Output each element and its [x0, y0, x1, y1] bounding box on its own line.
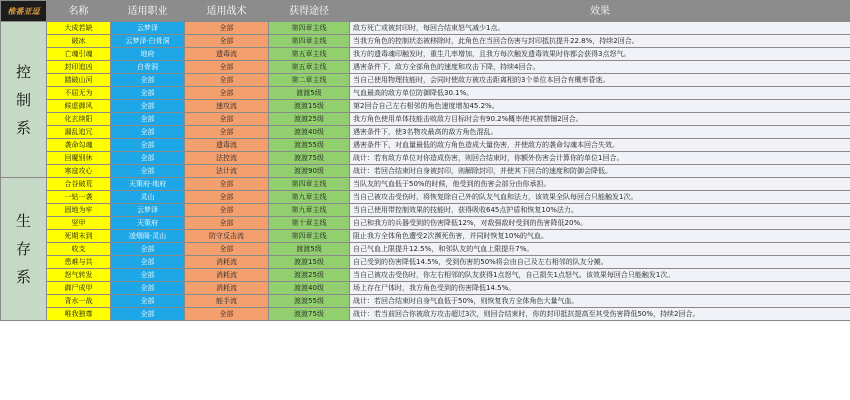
- talent-job: 全部: [111, 269, 185, 282]
- header-tactic: 适用战术: [185, 1, 269, 22]
- talent-effect: 自己气血上限提升12.5%，和邻队友的气血上限提升7%。: [350, 243, 850, 256]
- talent-tactic: 能手流: [185, 295, 269, 308]
- talent-job: 全部: [111, 282, 185, 295]
- table-body: [1, 22, 850, 321]
- talent-effect: 战计：若当前回合你被敌方攻击超过3次，则回合结束时，你的封印抵抗提高至其受伤害降低50%，持续2回合。: [350, 308, 850, 321]
- talent-job: 全部: [111, 152, 185, 165]
- talent-effect: 敌方死亡或被封印时，每回合结束怒气减少1点。: [350, 22, 850, 35]
- talent-effect: 战计：若有敌方单位对你造成伤害，则回合结束时，你额外伤害会计算你的单位1回合。: [350, 152, 850, 165]
- talent-effect: 遇害条件下，使3名物攻最高的敌方角色混乱。: [350, 126, 850, 139]
- header-corner-label: 椎番亚逗: [1, 1, 47, 22]
- talent-tactic: 消耗流: [185, 256, 269, 269]
- talent-job: 云梦泽·白骨洞: [111, 35, 185, 48]
- talent-job: 全部: [111, 74, 185, 87]
- talent-job: 云梦泽: [111, 22, 185, 35]
- talent-source: 渡渡40级: [269, 282, 350, 295]
- talent-name: 回魔别休: [47, 152, 111, 165]
- talent-job: 云梦泽: [111, 204, 185, 217]
- table-row: [1, 282, 850, 295]
- talent-name: 收支: [47, 243, 111, 256]
- talent-source: 第九章主线: [269, 204, 350, 217]
- talent-tactic: 消耗流: [185, 269, 269, 282]
- category-control: [1, 22, 47, 178]
- talent-job: 全部: [111, 113, 185, 126]
- talent-job: 天策府: [111, 217, 185, 230]
- talent-source: 第四章主线: [269, 230, 350, 243]
- talent-tactic: 法控流: [185, 152, 269, 165]
- talent-source: 渡渡5级: [269, 243, 350, 256]
- talent-tactic: 防守反击流: [185, 230, 269, 243]
- table-row: [1, 22, 850, 35]
- talent-job: 天策府·地府: [111, 178, 185, 191]
- talent-tactic: 法计流: [185, 165, 269, 178]
- talent-source: 渡渡55级: [269, 139, 350, 152]
- table-row: [1, 139, 850, 152]
- talent-source: 渡渡15级: [269, 256, 350, 269]
- table-row: [1, 204, 850, 217]
- table-row: [1, 48, 850, 61]
- talent-tactic: 全部: [185, 61, 269, 74]
- talent-name: 坚甲: [47, 217, 111, 230]
- talent-name: 踏破山河: [47, 74, 111, 87]
- talent-tactic: 遗毒流: [185, 48, 269, 61]
- talent-source: 第二章主线: [269, 74, 350, 87]
- talent-job: 全部: [111, 100, 185, 113]
- talent-effect: 场上存在尸体时，我方角色受到的伤害降低14.5%。: [350, 282, 850, 295]
- talent-source: 渡渡90级: [269, 165, 350, 178]
- talent-job: 凌烟阁·灵山: [111, 230, 185, 243]
- talent-name: 候虚御风: [47, 100, 111, 113]
- table-row: [1, 87, 850, 100]
- header-effect: 效果: [350, 1, 850, 22]
- table-row: [1, 308, 850, 321]
- talent-source: 渡渡25级: [269, 113, 350, 126]
- talent-name: 亡魂引魂: [47, 48, 111, 61]
- talent-name: 破冰: [47, 35, 111, 48]
- talent-tactic: 全部: [185, 191, 269, 204]
- talent-name: 患难与共: [47, 256, 111, 269]
- talent-name: 一钻一袭: [47, 191, 111, 204]
- talent-name: 大成若缺: [47, 22, 111, 35]
- talent-name: 御尸成甲: [47, 282, 111, 295]
- talent-tactic: 全部: [185, 126, 269, 139]
- talent-effect: 气血最高的敌方单位防御降低30.1%。: [350, 87, 850, 100]
- table-row: [1, 35, 850, 48]
- table-row: [1, 165, 850, 178]
- talent-tactic: 全部: [185, 204, 269, 217]
- talent-name: 漏乱追冗: [47, 126, 111, 139]
- header-row: [1, 1, 850, 22]
- talent-name: 不屈无为: [47, 87, 111, 100]
- talent-name: 固地为牢: [47, 204, 111, 217]
- table-row: [1, 100, 850, 113]
- talent-effect: 我方角色使用单体技能击败敌方目标时会有90.2%概率使其被禁锢2回合。: [350, 113, 850, 126]
- table-row: [1, 126, 850, 139]
- talent-effect: 我方的遗毒魂印触发时，重生几率增加，且我方每次触发遗毒效果时你都会获得3点怒气。: [350, 48, 850, 61]
- talent-source: 第四章主线: [269, 35, 350, 48]
- talent-job: 全部: [111, 295, 185, 308]
- table-row: [1, 269, 850, 282]
- header-job: 适用职业: [111, 1, 185, 22]
- talent-effect: 当自己被攻击受伤时，将恢复除自己外的队友气血和法力，该效果全队每回合只能触发1次。: [350, 191, 850, 204]
- talent-source: 第四章主线: [269, 22, 350, 35]
- talent-tactic: 全部: [185, 178, 269, 191]
- talent-source: 第十章主线: [269, 217, 350, 230]
- talent-tactic: 全部: [185, 113, 269, 126]
- table-row: [1, 256, 850, 269]
- talent-job: 灵山: [111, 191, 185, 204]
- talent-source: 渡渡75级: [269, 152, 350, 165]
- talent-effect: 当自己使用带控制效果的技能时，获得吸收645点护盾和恢复10%法力。: [350, 204, 850, 217]
- talent-tactic: 遗毒流: [185, 139, 269, 152]
- category-label: 控 制 系: [15, 62, 31, 137]
- category-survival: [1, 178, 47, 321]
- talent-tactic: 全部: [185, 308, 269, 321]
- talent-source: 第四章主线: [269, 178, 350, 191]
- talent-job: 全部: [111, 139, 185, 152]
- talent-job: 地府: [111, 48, 185, 61]
- talent-effect: 当队友的气血低于50%的时候，他受到的伤害会部分由你承担。: [350, 178, 850, 191]
- talent-effect: 当自己被攻击受伤时，你左右相邻的队友获得1点怒气，自己损失1点怒气。该效果每回合只能触发1次。: [350, 269, 850, 282]
- talent-tactic: 消耗流: [185, 282, 269, 295]
- talent-source: 渡渡75级: [269, 308, 350, 321]
- talent-effect: 阻止我方全体角色遭受2次濒死伤害，并同时恢复10%的气血。: [350, 230, 850, 243]
- talent-source: 第五章主线: [269, 61, 350, 74]
- table-row: [1, 152, 850, 165]
- talent-name: 封印追凶: [47, 61, 111, 74]
- talent-job: 全部: [111, 256, 185, 269]
- talent-source: 渡渡5级: [269, 87, 350, 100]
- talent-effect: 战计：若回合结束时自身被封印，则解除封印，并使其下回合的速度和防御会降低。: [350, 165, 850, 178]
- talent-tactic: 全部: [185, 35, 269, 48]
- table-row: [1, 217, 850, 230]
- talent-effect: 遇害条件下，对血量最低的敌方角色造成大量伤害，并使敌方的袭命勾魂本回合失效。: [350, 139, 850, 152]
- table-row: [1, 113, 850, 126]
- talent-job: 全部: [111, 165, 185, 178]
- talent-name: 合谷破荒: [47, 178, 111, 191]
- talent-effect: 遇害条件下，敌方全部角色的速度和攻击下降，持续4回合。: [350, 61, 850, 74]
- talent-effect: 第2回合自己左右相邻的角色速度增加45.2%。: [350, 100, 850, 113]
- talent-name: 唯我独尊: [47, 308, 111, 321]
- table-row: [1, 243, 850, 256]
- talent-effect: 自己和我方的兵器受到的伤害降低12%，对敌强敌时受到的伤害降低20%。: [350, 217, 850, 230]
- talent-tactic: 全部: [185, 22, 269, 35]
- talent-source: 渡渡40级: [269, 126, 350, 139]
- talent-tactic: 全部: [185, 217, 269, 230]
- table-row: [1, 191, 850, 204]
- talent-name: 化玄续阳: [47, 113, 111, 126]
- talent-name: 背水一战: [47, 295, 111, 308]
- table-row: [1, 61, 850, 74]
- talent-source: 第五章主线: [269, 48, 350, 61]
- talent-source: 渡渡15级: [269, 100, 350, 113]
- talent-source: 渡渡25级: [269, 269, 350, 282]
- category-label: 生 存 系: [15, 212, 31, 286]
- talent-tactic: 全部: [185, 87, 269, 100]
- talent-job: 全部: [111, 87, 185, 100]
- talent-name: 寒寇攻心: [47, 165, 111, 178]
- talent-effect: 当自己使用物理技能时，会同时使敌方被攻击距离相的3个单位本回合有概率昏迷。: [350, 74, 850, 87]
- talent-name: 怒气转发: [47, 269, 111, 282]
- talent-source: 第九章主线: [269, 191, 350, 204]
- talent-job: 白骨洞: [111, 61, 185, 74]
- talent-tactic: 速攻流: [185, 100, 269, 113]
- table-row: [1, 230, 850, 243]
- talent-tactic: 全部: [185, 74, 269, 87]
- talent-job: 全部: [111, 126, 185, 139]
- table-row: [1, 295, 850, 308]
- talent-name: 死期末到: [47, 230, 111, 243]
- table-row: [1, 178, 850, 191]
- talent-job: 全部: [111, 308, 185, 321]
- talent-effect: 自己受到的伤害降低14.5%，受到伤害的50%将会由自己及左右相邻的队友分摊。: [350, 256, 850, 269]
- talent-name: 袭命勾魂: [47, 139, 111, 152]
- talent-effect: 战计：若回合结束时自身气血低于50%，则恢复我方全体角色大量气血。: [350, 295, 850, 308]
- table-row: [1, 74, 850, 87]
- talent-tactic: 全部: [185, 243, 269, 256]
- header-name: 名称: [47, 1, 111, 22]
- header-source: 获得途径: [269, 1, 350, 22]
- talent-job: 全部: [111, 243, 185, 256]
- talent-source: 渡渡55级: [269, 295, 350, 308]
- talent-effect: 当我方角色的控制状态被移除时，此角色在当回合伤害与封印抵抗提升22.8%，持续2回合。: [350, 35, 850, 48]
